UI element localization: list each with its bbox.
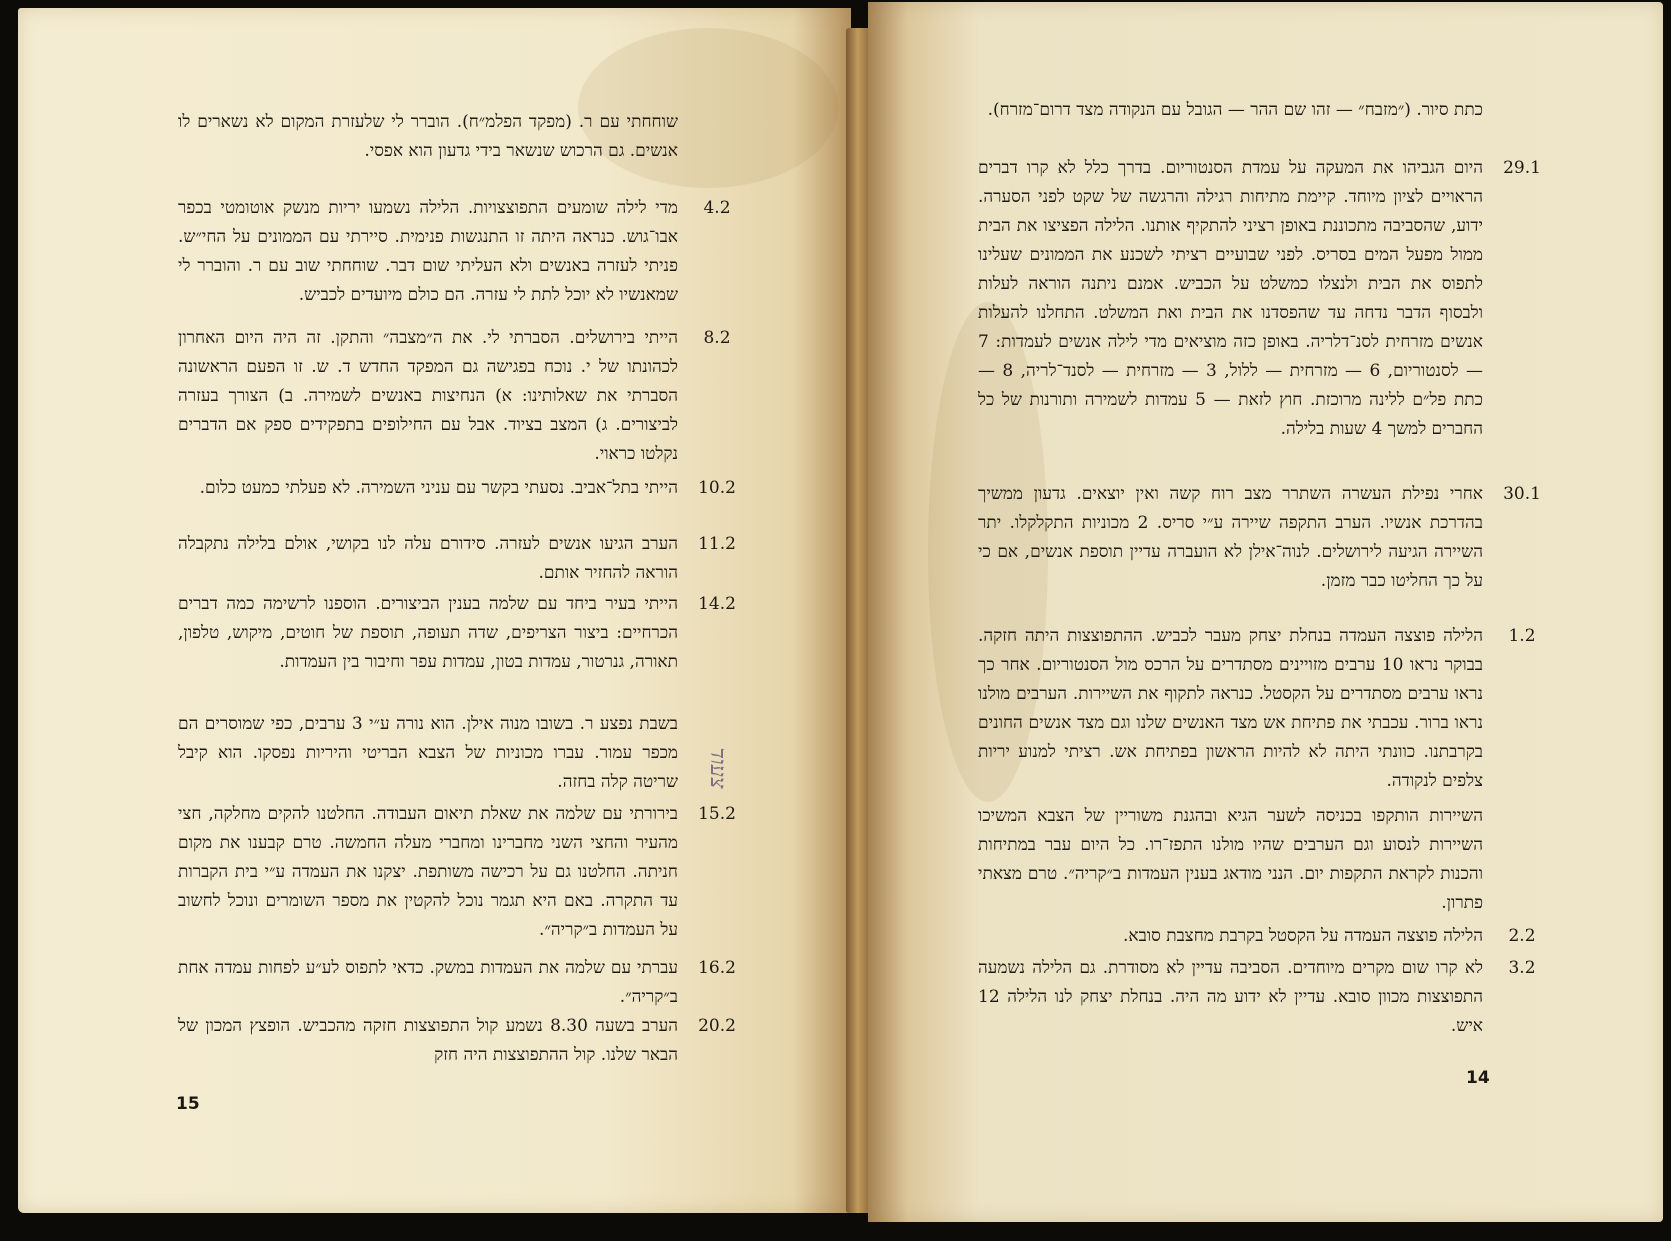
entry-text: הלילה פוצצה העמדה בנחלת יצחק מעבר לכביש. ההתפוצצות היתה חזקה. בבוקר נראו 10 ערבים מזויינים מסתדרים על הרכס מול הסנטוריום. אחר כך נראו ערבים מסתדרים על הקסטל. כנראה לתקוף את השיירות. הערבים מולנו נראו ברור. עכבתי את פתיחת אש מצד האנשים שלנו וגם מצד אנשים החונים בקרבתנו. כוונתי היתה לא להיות הראשון בפתיחת אש. רציתי למנוע יריות צלפים לנקודה. <box>978 626 1483 791</box>
diary-entry <box>178 954 756 1012</box>
entry-date: 4.2 <box>703 198 731 218</box>
entry-date: 1.2 <box>1508 626 1536 646</box>
entry-date: 10.2 <box>698 478 736 498</box>
entry-date: 29.1 <box>1503 158 1541 178</box>
diary-entry <box>978 922 1561 951</box>
entry-text: בשבת נפצע ר. בשובו מנוה אילן. הוא נורה ע״י 3 ערבים, כפי שמוסרים הם מכפר עמור. עברו מכוניות של הצבא הבריטי והיריות נפסקו. הוא קיבל שריטה קלה בחזה. <box>178 714 678 792</box>
diary-entry <box>178 474 756 503</box>
entry-text: הלילה פוצצה העמדה על הקסטל בקרבת מחצבת סובא. <box>1123 926 1483 946</box>
page-number: 14 <box>1466 1068 1490 1088</box>
entry-date: 8.2 <box>703 328 731 348</box>
diary-entry <box>178 324 756 469</box>
entry-text: השיירות הותקפו בכניסה לשער הגיא ובהגנת משוריין של הצבא המשיכו השיירות לנסוע וגם הערבים שהיו מולנו התפז־רו. כל היום עבר במתיחות והכנות לקראת התקפות יום. הנני מודאג בענין העמדות ב״קריה״. טרם מצאתי פתרון. <box>978 806 1483 913</box>
entry-text: אחרי נפילת העשרה השתרר מצב רוח קשה ואין יוצאים. גדעון ממשיך בהדרכת אנשיו. הערב התקפה שיירה ע״י סריס. 2 מכוניות התקלקלו. יתר השיירה הגיעה לירושלים. לנוה־אילן לא הועברה עדיין תוספת אנשים, אם כי על כך החליטו כבר מזמן. <box>978 484 1483 591</box>
entry-text: הערב הגיעו אנשים לעזרה. סידורם עלה לנו בקושי, אולם בלילה נתקבלה הוראה להחזיר אותם. <box>178 534 678 583</box>
entry-text: בירורתי עם שלמה את שאלת תיאום העבודה. החלטנו להקים מחלקה, חצי מהעיר והחצי השני מחברינו ומחברי מעלה החמשה. טרם קבענו את מקום חניתה. החלטנו גם על רכישה משותפת. יצקנו את העמדה ע״י בית הקברות עד התקרה. באם היא תגמר נוכל להקטין את מספר השומרים ונוכל לחשוב על העמדות ב״קריה״. <box>178 804 678 940</box>
diary-entry <box>178 194 756 310</box>
diary-entry <box>178 800 756 945</box>
entry-text: שוחחתי עם ר. (מפקד הפלמ״ח). הוברר לי שלעזרת המקום לא נשארים לו אנשים. גם הרכוש שנשאר בידי גדעון הוא אפסי. <box>178 112 678 161</box>
entry-date: 16.2 <box>698 958 736 978</box>
diary-entry <box>178 108 756 166</box>
diary-entry <box>978 802 1561 918</box>
entry-text: עברתי עם שלמה את העמדות במשק. כדאי לתפוס לע״ע לפחות עמדה אחת ב״קריה״. <box>178 958 678 1007</box>
diary-entry <box>178 710 756 797</box>
entry-text: הייתי בתל־אביב. נסעתי בקשר עם עניני השמירה. לא פעלתי כמעט כלום. <box>199 478 678 498</box>
diary-entry <box>978 96 1561 125</box>
left-book-page <box>18 8 851 1213</box>
diary-entry <box>978 480 1561 596</box>
entry-text: לא קרו שום מקרים מיוחדים. הסביבה עדיין לא מסודרת. גם הלילה נשמעה התפוצצות מכוון סובא. עדיין לא ידוע מה היה. בנחלת יצחק לנו הלילה 12 איש. <box>978 958 1483 1036</box>
entry-date: 11.2 <box>698 534 736 554</box>
diary-entry <box>178 530 756 588</box>
entry-date: 2.2 <box>1508 926 1536 946</box>
entry-date: 15.2 <box>698 804 736 824</box>
entry-date: 30.1 <box>1503 484 1541 504</box>
diary-entry <box>978 622 1561 796</box>
page-number: 15 <box>176 1094 200 1114</box>
entry-text: כתת סיור. (״מזבח״ — זהו שם ההר — הגובל עם הנקודה מצד דרום־מזרח). <box>987 100 1483 120</box>
entry-date: 3.2 <box>1508 958 1536 978</box>
entry-text: היום הגביהו את המעקה על עמדת הסנטוריום. בדרך כלל לא קרו דברים הראויים לציון מיוחד. קיימת מתיחות רגילה והרגשה של שקט לפני הסערה. ידוע, שהסביבה מתכוננת באופן רציני להתקיף אותנו. הלילה הפציצו את הבית ממול מפעל המים בסריס. לפני שבועיים רציתי לשכנע את הממונים שעלינו לתפוס את הבית ולנצלו כמשלט על הכביש. אמנם ניתנה הוראה לעלות ולבסוף הדבר נדחה עד שהפסדנו את הבית ואת המשלט. התחלנו להעלות אנשים מזרחית לסנ־דלריה. באופן כזה מוציאים מדי לילה אנשים לעמדות: 7 — לסנטוריום, 6 — מזרחית — ללול, 3 — מזרחית — לסנד־לריה, 8 — כתת פל״ם ללינה מרוכזת. חוץ לזאת — 5 עמדות לשמירה ותורנות של כל החברים למשך 4 שעות בלילה. <box>978 158 1483 439</box>
entry-text: הייתי בעיר ביחד עם שלמה בענין הביצורים. הוספנו לרשימה כמה דברים הכרחיים: ביצור הצריפים, שדה תעופה, תוספת של חוטים, מיקוש, טלפון, תאורה, גנרטור, עמדות בטון, עמדות עפר וחיבור בין העמדות. <box>178 594 678 672</box>
diary-entry <box>178 1012 756 1070</box>
entry-date: 20.2 <box>698 1016 736 1036</box>
diary-entry <box>178 590 756 677</box>
right-book-page <box>868 2 1663 1222</box>
diary-entry <box>978 154 1561 444</box>
handwritten-margin-note: צעוד <box>705 747 730 789</box>
entry-date: 14.2 <box>698 594 736 614</box>
entry-text: מדי לילה שומעים התפוצצויות. הלילה נשמעו יריות מנשק אוטומטי בכפר אבו־גוש. כנראה היתה זו התנגשות פנימית. סיירתי עם הממונים על החי״ש. פניתי לעזרה באנשים ולא העליתי שום דבר. שוחחתי שוב עם ר. והוברר לי שמאנשיו לא יוכל לתת לי עזרה. הם כולם מיועדים לכביש. <box>178 198 678 305</box>
entry-text: הערב בשעה 8.30 נשמע קול התפוצצות חזקה מהכביש. הופצץ המכון של הבאר שלנו. קול ההתפוצצות היה חזק <box>178 1016 678 1065</box>
entry-text: הייתי בירושלים. הסברתי לי. את ה״מצבה״ והתקן. זה היה היום האחרון לכהונתו של י. נוכח בפגישה גם המפקד החדש ד. ש. זו הפעם הראשונה הסברתי את שאלותינו: א) הנחיצות באנשים לשמירה. ב) הצורך בעזרה לביצורים. ג) המצב בציוד. אבל עם החילופים בתפקידים ספק אם הדברים נקלטו כראוי. <box>178 328 678 464</box>
diary-entry <box>978 954 1561 1041</box>
